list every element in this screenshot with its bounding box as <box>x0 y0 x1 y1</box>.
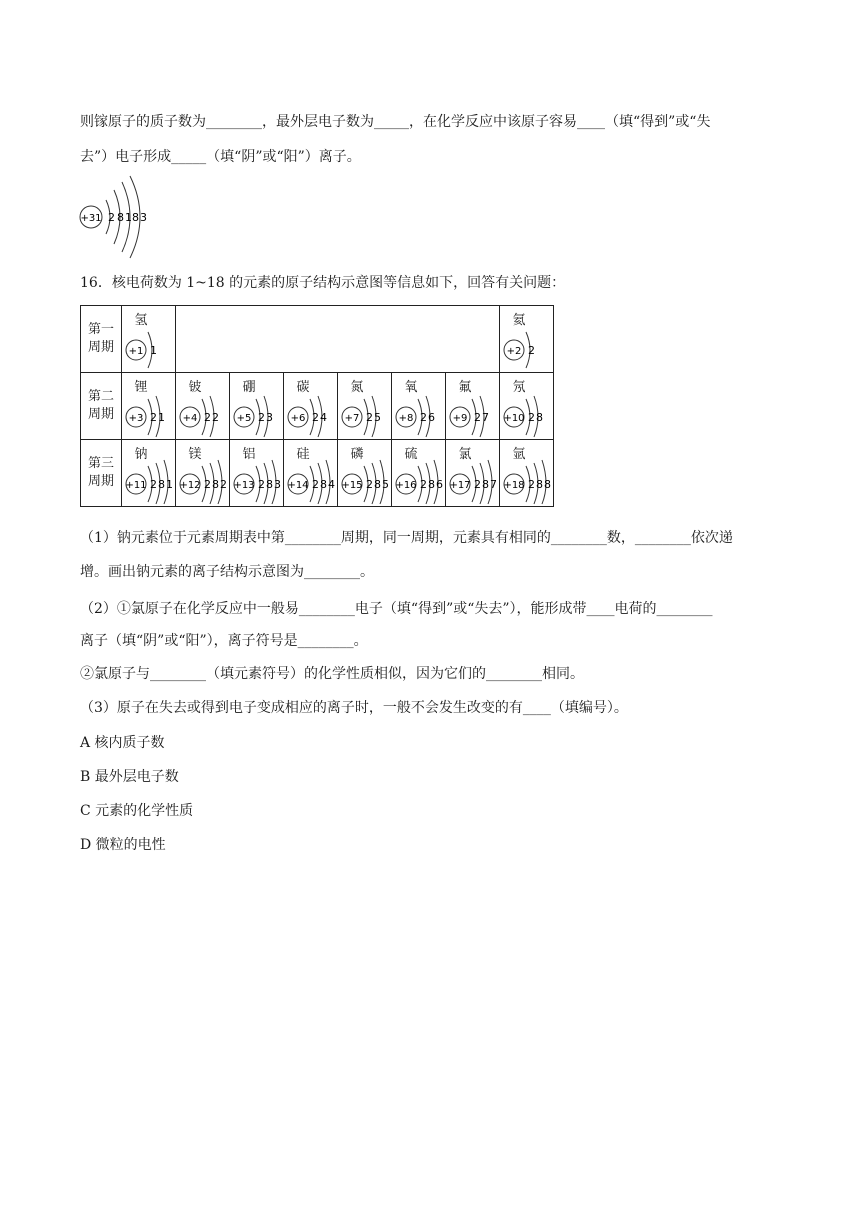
element-cell-silicon <box>284 440 338 507</box>
electron-count: 8 <box>158 478 165 491</box>
electron-count: 8 <box>266 478 273 491</box>
gallium-atom-diagram <box>78 172 158 262</box>
element-cell-sodium <box>122 440 176 507</box>
electron-count: 2 <box>474 411 481 424</box>
element-name: 铍 <box>188 380 202 395</box>
element-cell-argon <box>500 440 554 507</box>
electron-count: 2 <box>312 411 319 424</box>
electron-count: 2 <box>528 344 535 357</box>
element-name: 镁 <box>188 447 202 462</box>
electron-count: 2 <box>150 478 157 491</box>
electron-count: 2 <box>474 478 481 491</box>
electron-count: 8 <box>544 478 551 491</box>
atom-structure-diagram <box>500 440 553 506</box>
element-cell-chlorine <box>446 440 500 507</box>
element-name: 硅 <box>296 447 310 462</box>
q2-line-3: ②氯原子与________（填元素符号）的化学性质相似，因为它们的________相同。 <box>80 666 584 682</box>
option-d: D 微粒的电性 <box>80 837 166 853</box>
atom-structure-diagram <box>230 373 283 439</box>
electron-count: 8 <box>536 411 543 424</box>
nucleus-label: +17 <box>449 480 471 491</box>
electron-count: 4 <box>328 478 335 491</box>
electron-count: 2 <box>528 411 535 424</box>
period-1-label: 第一 周期 <box>81 306 122 373</box>
q2-line-2: 离子（填“阴”或“阳”），离子符号是________。 <box>80 633 368 649</box>
element-name: 氢 <box>134 313 148 328</box>
element-cell-boron <box>230 373 284 440</box>
nucleus-label: +11 <box>125 480 147 491</box>
gallium-nucleus-label: +31 <box>80 213 102 224</box>
electron-count: 8 <box>482 478 489 491</box>
element-cell-helium <box>500 306 554 373</box>
element-name: 硫 <box>404 447 418 462</box>
electron-count: 5 <box>374 411 381 424</box>
intro-line-1: 则镓原子的质子数为________，最外层电子数为_____，在化学反应中该原子容易____（填“得到”或“失 <box>80 114 711 130</box>
electron-count: 7 <box>490 478 497 491</box>
electron-count: 2 <box>220 478 227 491</box>
atom-structure-diagram <box>338 440 391 506</box>
element-name: 锂 <box>134 380 148 395</box>
atom-structure-diagram <box>122 306 175 372</box>
nucleus-label: +15 <box>341 480 363 491</box>
nucleus-label: +8 <box>398 413 414 424</box>
element-cell-nitrogen <box>338 373 392 440</box>
electron-count: 1 <box>166 478 173 491</box>
element-name: 氩 <box>512 447 526 462</box>
nucleus-label: +12 <box>179 480 201 491</box>
element-name: 氟 <box>458 380 472 395</box>
element-cell-sulfur <box>392 440 446 507</box>
electron-count: 3 <box>274 478 281 491</box>
atom-structure-diagram <box>284 373 337 439</box>
electron-count: 4 <box>320 411 327 424</box>
nucleus-label: +1 <box>128 346 144 357</box>
electron-count: 2 <box>258 411 265 424</box>
atom-structure-diagram <box>230 440 283 506</box>
element-name: 碳 <box>296 380 310 395</box>
electron-count: 8 <box>428 478 435 491</box>
period-1-gap <box>176 306 500 373</box>
atom-structure-diagram <box>338 373 391 439</box>
element-name: 硼 <box>242 380 256 395</box>
nucleus-label: +18 <box>503 480 525 491</box>
atom-structure-diagram <box>446 440 499 506</box>
electron-count: 2 <box>420 411 427 424</box>
element-cell-hydrogen <box>122 306 176 373</box>
atom-structure-diagram <box>176 373 229 439</box>
atom-structure-diagram <box>392 440 445 506</box>
element-name: 氦 <box>512 313 526 328</box>
atom-structure-diagram <box>176 440 229 506</box>
element-name: 氯 <box>458 447 472 462</box>
period-2-label: 第二 周期 <box>81 373 122 440</box>
option-b: B 最外层电子数 <box>80 769 179 785</box>
nucleus-label: +5 <box>236 413 252 424</box>
atom-structure-diagram <box>284 440 337 506</box>
electron-count: 2 <box>312 478 319 491</box>
electron-count: 2 <box>212 411 219 424</box>
electron-count: 2 <box>258 478 265 491</box>
electron-count: 2 <box>366 478 373 491</box>
electron-count: 3 <box>266 411 273 424</box>
period-3-label: 第三 周期 <box>81 440 122 507</box>
element-cell-phosphorus <box>338 440 392 507</box>
intro-line-2: 去”）电子形成_____（填“阴”或“阳”）离子。 <box>80 149 361 165</box>
nucleus-label: +2 <box>506 346 522 357</box>
nucleus-label: +10 <box>503 413 525 424</box>
nucleus-label: +16 <box>395 480 417 491</box>
electron-count: 7 <box>482 411 489 424</box>
electron-count: 2 <box>204 478 211 491</box>
electron-count: 8 <box>320 478 327 491</box>
atom-structure-diagram <box>392 373 445 439</box>
q2-line-1: （2）①氯原子在化学反应中一般易________电子（填“得到”或“失去”），能形成带____电荷的________ <box>80 601 713 617</box>
atom-structure-diagram <box>500 306 553 372</box>
element-name: 氧 <box>404 380 418 395</box>
nucleus-label: +7 <box>344 413 360 424</box>
electron-count: 2 <box>420 478 427 491</box>
gallium-shell-2: 8 <box>117 211 124 224</box>
electron-count: 8 <box>374 478 381 491</box>
element-name: 铝 <box>242 447 256 462</box>
element-cell-aluminum <box>230 440 284 507</box>
electron-count: 6 <box>428 411 435 424</box>
period-1-row <box>81 306 554 373</box>
element-name: 氮 <box>350 380 364 395</box>
electron-count: 2 <box>366 411 373 424</box>
question-16-stem: 16．核电荷数为 1~18 的元素的原子结构示意图等信息如下，回答有关问题： <box>80 275 566 291</box>
nucleus-label: +14 <box>287 480 309 491</box>
electron-count: 2 <box>150 411 157 424</box>
element-cell-lithium <box>122 373 176 440</box>
element-name: 钠 <box>134 447 148 462</box>
atom-structure-diagram <box>446 373 499 439</box>
nucleus-label: +4 <box>182 413 198 424</box>
electron-count: 8 <box>212 478 219 491</box>
nucleus-label: +6 <box>290 413 306 424</box>
atom-structure-diagram <box>122 440 175 506</box>
gallium-shell-1: 2 <box>108 211 115 224</box>
electron-count: 5 <box>382 478 389 491</box>
electron-count: 1 <box>158 411 165 424</box>
q3-line-1: （3）原子在失去或得到电子变成相应的离子时，一般不会发生改变的有____（填编号）。 <box>80 700 628 716</box>
atom-structure-diagram <box>122 373 175 439</box>
element-cell-fluorine <box>446 373 500 440</box>
period-2-row <box>81 373 554 440</box>
atom-structure-diagram <box>500 373 553 439</box>
electron-count: 8 <box>536 478 543 491</box>
nucleus-label: +3 <box>128 413 144 424</box>
option-a: A 核内质子数 <box>80 735 165 751</box>
electron-count: 6 <box>436 478 443 491</box>
element-name: 磷 <box>350 447 364 462</box>
option-c: C 元素的化学性质 <box>80 803 194 819</box>
electron-count: 1 <box>150 344 157 357</box>
periodic-table <box>80 305 554 507</box>
electron-count: 2 <box>528 478 535 491</box>
period-3-row <box>81 440 554 507</box>
gallium-shell-4: 3 <box>140 211 147 224</box>
nucleus-label: +13 <box>233 480 255 491</box>
q1-line-2: 增。画出钠元素的离子结构示意图为________。 <box>80 564 374 580</box>
element-cell-beryllium <box>176 373 230 440</box>
element-cell-carbon <box>284 373 338 440</box>
electron-count: 2 <box>204 411 211 424</box>
q1-line-1: （1）钠元素位于元素周期表中第________周期，同一周期，元素具有相同的________数，________依次递 <box>80 530 733 546</box>
gallium-shell-3: 18 <box>125 211 139 224</box>
element-cell-neon <box>500 373 554 440</box>
element-cell-oxygen <box>392 373 446 440</box>
element-name: 氖 <box>512 380 526 395</box>
nucleus-label: +9 <box>452 413 468 424</box>
element-cell-magnesium <box>176 440 230 507</box>
